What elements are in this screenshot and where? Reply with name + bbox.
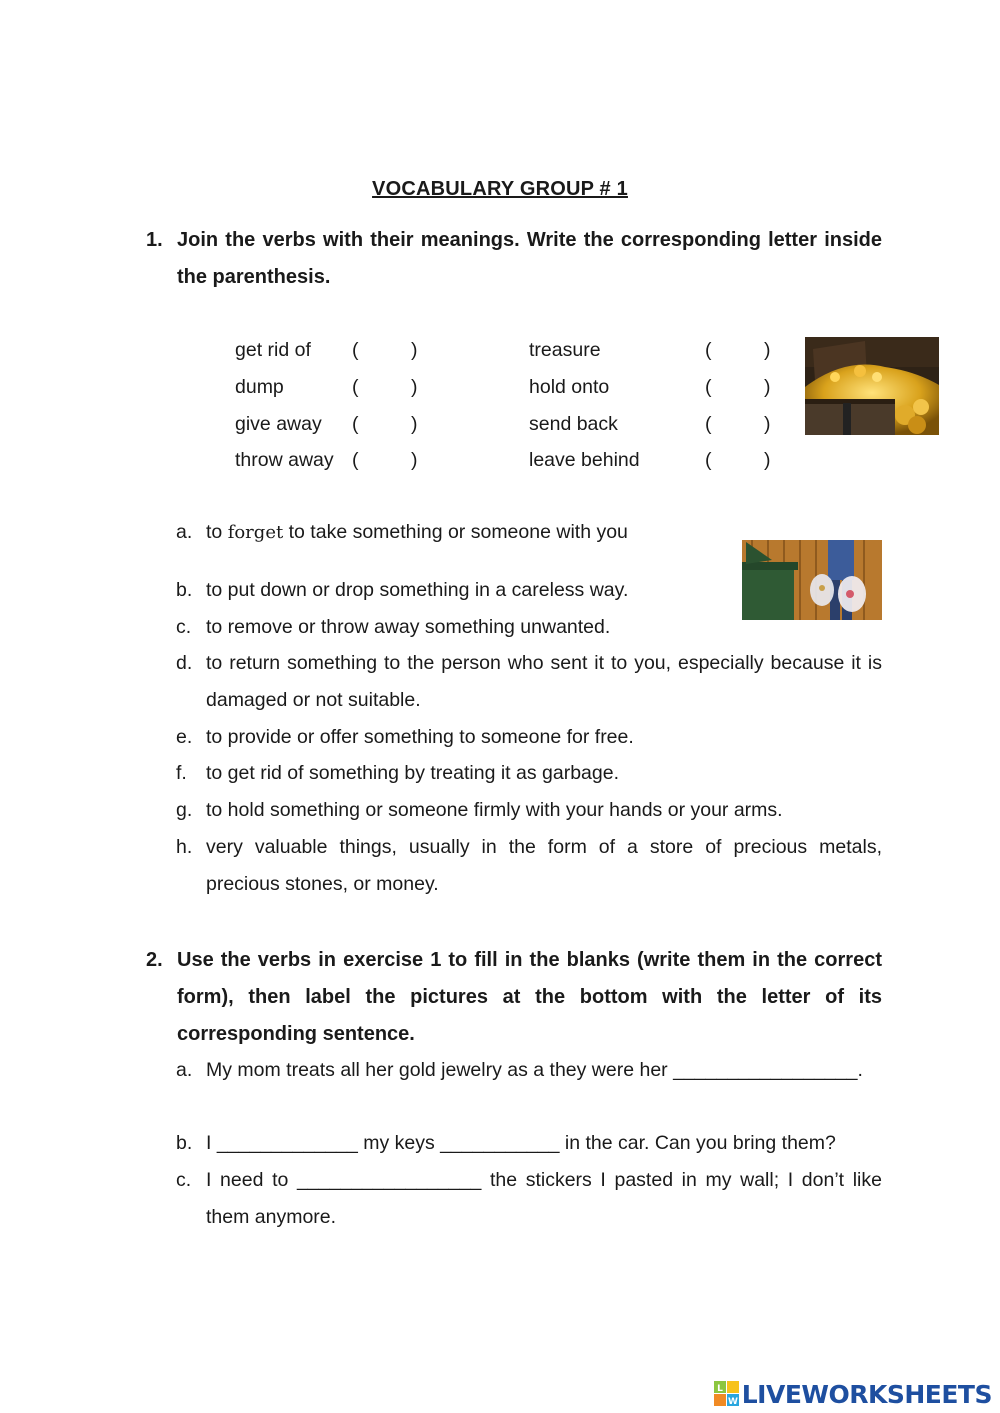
paren-close: ) — [411, 376, 418, 398]
definition-letter: e. — [176, 726, 193, 748]
brand-name: LIVEWORKSHEETS — [741, 1379, 992, 1409]
treasure-chest-image — [805, 337, 939, 435]
paren-open: ( — [705, 376, 712, 398]
definition-letter: f. — [176, 762, 187, 784]
verb-right: hold onto — [529, 376, 610, 398]
exercise-1-text: Join the verbs with their meanings. Write the corresponding letter inside the parenthesis. — [177, 229, 882, 288]
definition-text: very valuable things, usually in the form of a store of precious metals, precious stones, or money. — [206, 836, 882, 895]
worksheet-title: VOCABULARY GROUP # 1 — [372, 178, 628, 200]
definition-text: to provide or offer something to someone for free. — [206, 726, 634, 748]
paren-open: ( — [705, 449, 712, 471]
paren-open: ( — [705, 413, 712, 435]
verb-left: get rid of — [235, 339, 311, 361]
paren-open: ( — [705, 339, 712, 361]
definition-text: to put down or drop something in a careless way. — [206, 579, 629, 601]
paren-close: ) — [764, 413, 771, 435]
sentence-text: My mom treats all her gold jewelry as a they were her _________________. — [206, 1059, 863, 1081]
paren-close: ) — [764, 376, 771, 398]
trash-bin-illustration — [742, 540, 882, 620]
sentence-letter: b. — [176, 1132, 193, 1154]
definition-item — [176, 719, 882, 756]
definition-text: to return something to the person who sent it to you, especially because it is damaged or not suitable. — [206, 652, 882, 711]
definition-letter: h. — [176, 836, 193, 858]
liveworksheets-badge-icon — [714, 1381, 740, 1407]
paren-open: ( — [352, 413, 359, 435]
definition-text: to remove or throw away something unwanted. — [206, 616, 611, 638]
exercise-2-text: Use the verbs in exercise 1 to fill in the blanks (write them in the correct form), then label the pictures at the bottom with the letter of its corresponding sentence. — [177, 949, 882, 1045]
definition-letter: g. — [176, 799, 193, 821]
verb-left: dump — [235, 376, 284, 398]
svg-text:L: L — [716, 1384, 723, 1394]
verb-right: send back — [529, 413, 618, 435]
definition-letter: d. — [176, 652, 193, 674]
sentence-letter: a. — [176, 1059, 193, 1081]
sentence-item — [176, 1162, 882, 1236]
exercise-1-number: 1. — [146, 229, 163, 251]
verb-right: treasure — [529, 339, 601, 361]
sentence-item — [176, 1125, 882, 1162]
paren-open: ( — [352, 339, 359, 361]
paren-close: ) — [411, 449, 418, 471]
definition-item — [176, 755, 882, 792]
definition-text: to get rid of something by treating it as garbage. — [206, 762, 619, 784]
sentence-text: I need to _________________ the stickers I pasted in my wall; I don’t like them anymore. — [206, 1169, 882, 1228]
definition-item — [176, 829, 882, 903]
paren-close: ) — [764, 449, 771, 471]
paren-close: ) — [764, 339, 771, 361]
exercise-2-number: 2. — [146, 949, 163, 971]
paren-close: ) — [411, 339, 418, 361]
definition-letter: c. — [176, 616, 192, 638]
exercise-2-instruction — [146, 942, 882, 1053]
definition-item — [176, 645, 882, 719]
definition-letter: b. — [176, 579, 193, 601]
definition-letter: a. — [176, 521, 193, 543]
treasure-chest-illustration — [805, 337, 939, 435]
sentence-text: I _____________ my keys ___________ in the car. Can you bring them? — [206, 1132, 836, 1154]
definition-text: to hold something or someone firmly with your hands or your arms. — [206, 799, 783, 821]
paren-close: ) — [411, 413, 418, 435]
liveworksheets-logo — [714, 1378, 992, 1410]
definition-text: to forget to take something or someone with you — [206, 521, 628, 543]
verb-left: throw away — [235, 449, 334, 471]
verb-left: give away — [235, 413, 322, 435]
exercise-1-instruction — [146, 222, 882, 296]
definition-item — [176, 792, 882, 829]
verb-right: leave behind — [529, 449, 640, 471]
trash-bin-image — [742, 540, 882, 620]
paren-open: ( — [352, 376, 359, 398]
svg-text:W: W — [727, 1397, 738, 1407]
sentence-item — [176, 1052, 882, 1089]
paren-open: ( — [352, 449, 359, 471]
sentence-letter: c. — [176, 1169, 192, 1191]
